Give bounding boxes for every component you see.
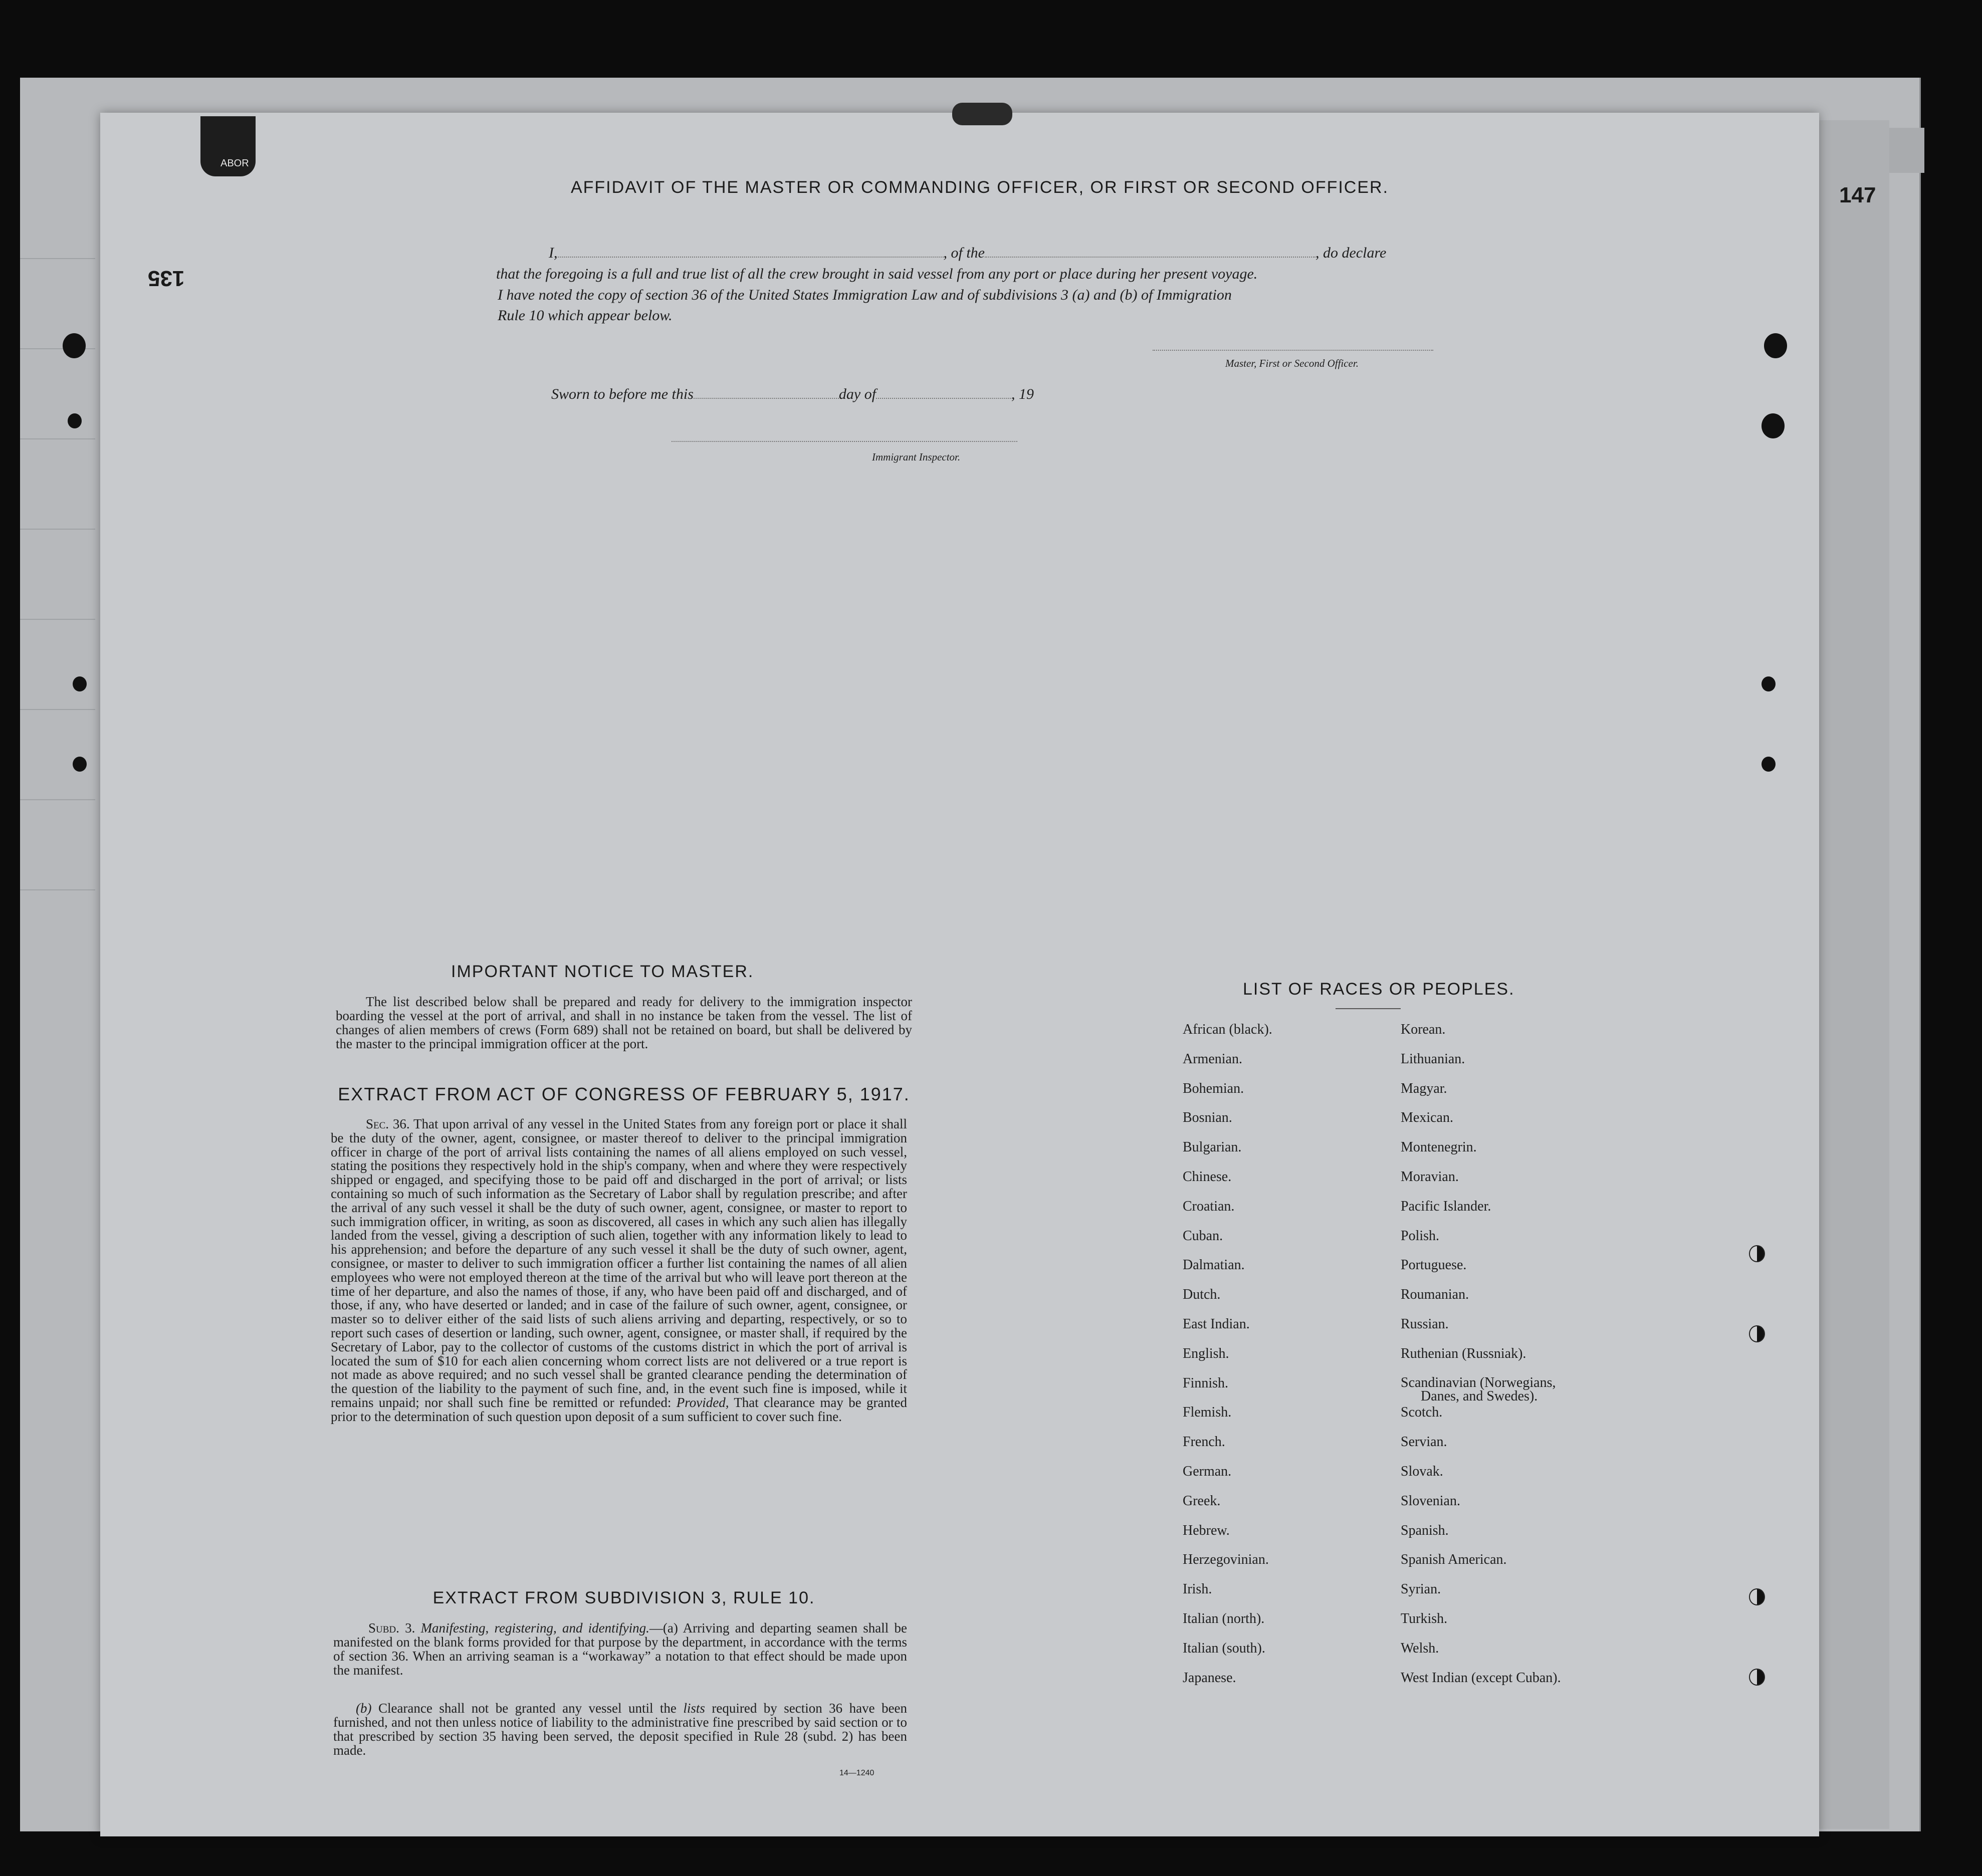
binder-hole	[1761, 757, 1776, 772]
document-page	[100, 113, 1819, 1836]
subdivision-3a-text	[333, 1621, 907, 1677]
right-edge-strip	[1819, 120, 1889, 1829]
race-item: Welsh.	[1401, 1640, 1439, 1656]
signature-caption: Master, First or Second Officer.	[1225, 357, 1359, 369]
binder-hole	[68, 413, 82, 428]
race-item: Pacific Islander.	[1401, 1198, 1491, 1214]
ledger-rule	[20, 799, 95, 800]
race-item: Croatian.	[1183, 1198, 1235, 1214]
para-a-text: Arriving and departing seamen shall be manifested on the blank forms provided for that purpose by the department, in accordance with the terms of section 36. When an arriving seaman is a “workaway” a notation to that effect should be made upon the manifest.	[333, 1620, 907, 1678]
extract-act-title: EXTRACT FROM ACT OF CONGRESS OF FEBRUARY 5, 1917.	[338, 1084, 910, 1104]
ledger-rule	[20, 889, 95, 890]
para-a-marker: —(a)	[649, 1620, 678, 1635]
race-item-text: Scandinavian (Norwegians,	[1401, 1374, 1556, 1390]
ledger-rule	[20, 619, 95, 620]
signature-blank	[1153, 350, 1433, 351]
race-item: Flemish.	[1183, 1404, 1232, 1421]
races-title: LIST OF RACES OR PEOPLES.	[1243, 980, 1515, 999]
inspector-caption: Immigrant Inspector.	[872, 451, 961, 463]
race-item: French.	[1183, 1434, 1225, 1450]
back-page-number: 135	[148, 266, 185, 291]
vessel-blank	[985, 257, 1315, 258]
race-item: English.	[1183, 1345, 1229, 1361]
race-item: Portuguese.	[1401, 1257, 1467, 1273]
day-of-label: day of	[838, 386, 876, 402]
name-blank	[558, 257, 944, 258]
ledger-rule	[20, 258, 95, 259]
races-column-1	[1183, 1022, 1272, 1700]
section-36-body-end: That clearance may be granted prior to the determination of such question upon deposit of a sum sufficient to cover such fine.	[331, 1394, 907, 1424]
races-column-2	[1401, 1022, 1561, 1700]
section-label: Sec. 36.	[366, 1116, 410, 1131]
race-item: Spanish American.	[1401, 1552, 1507, 1568]
race-item: Slovak.	[1401, 1463, 1443, 1479]
race-item: Slovenian.	[1401, 1493, 1460, 1509]
race-item: Herzegovinian.	[1183, 1552, 1269, 1568]
para-b-text-1: Clearance shall not be granted any vessel until the	[378, 1701, 677, 1716]
races-title-rule	[1336, 1008, 1401, 1009]
ledger-rule	[20, 438, 95, 439]
race-item: Bulgarian.	[1183, 1139, 1242, 1155]
race-item: Servian.	[1401, 1434, 1447, 1450]
notice-body: The list described below shall be prepared and ready for delivery to the immigration inspector boarding the vessel at the port of arrival, and shall in no instance be taken from the vessel. The list of changes of alien members of crews (Form 689) shall not be retained on board, but shall be delivered by the master to the principal immigration officer at the port.	[336, 994, 912, 1051]
binder-hole	[1764, 333, 1787, 358]
race-item: Korean.	[1401, 1022, 1446, 1037]
race-item: Polish.	[1401, 1228, 1440, 1244]
section-36-body: That upon arrival of any vessel in the United States from any foreign port or place it shall be the duty of the owner, agent, consignee, or master thereof to deliver to the principal immigration officer in charge of the port of arrival lists containing the names of all aliens employed on such vessel, stating the positions they respectively hold in the ship's company, when and where they were respectively shipped or engaged, and specifying those to be paid off and discharged in the port of arrival; or lists containing so much of such information as the Secretary of Labor shall by regulation prescribe; and after the arrival of any such vessel it shall be the duty of such owner, agent, consignee, or master to report to such immigration officer, in writing, as soon as discovered, all cases in which any such alien has illegally landed from the vessel, giving a description of such alien, together with any information likely to lead to his apprehension; and before the departure of any such vessel it shall be the duty of such owner, agent, consignee, or master to deliver to such immigration officer a further list containing the names of all alien employees who were not employed thereon at the time of the arrival but who will leave port thereon at the time of her departure, and also the names of those, if any, who have been paid off and discharged, and of those, if any, who have deserted or landed; and in case of the failure of such owner, agent, consignee, or master so to deliver either of the said lists of such aliens arriving and departing, respectively, or so to report such cases of desertion or landing, such owner, agent, consignee, or master shall, if required by the Secretary of Labor, pay to the collector of customs of the customs district in which the port of arrival is located the sum of $10 for each alien concerning whom correct lists are not delivered or a true report is not made as above required; and no such vessel shall be granted clearance pending the determination of the question of the liability to the payment of such fine, and, in the event such fine is imposed, while it remains unpaid; nor shall such fine be remitted or refunded:	[331, 1116, 907, 1410]
para-b-marker: (b)	[356, 1701, 372, 1716]
race-item: Bohemian.	[1183, 1080, 1244, 1096]
race-item: Moravian.	[1401, 1168, 1459, 1185]
tab-label: ABOR	[221, 158, 249, 169]
race-item: Scotch.	[1401, 1404, 1443, 1421]
binder-hole	[1761, 676, 1776, 691]
race-item: Mexican.	[1401, 1110, 1453, 1126]
race-item: Italian (south).	[1183, 1640, 1265, 1656]
race-item: Montenegrin.	[1401, 1139, 1477, 1155]
race-item: Magyar.	[1401, 1080, 1447, 1096]
para-b-text-2: required by section 36 have been furnished, and not then unless notice of liability to the administrative fine prescribed by said section or to that prescribed by section 35 having been served, the deposit specified in Rule 28 (subd. 2) has been made.	[333, 1701, 908, 1758]
race-item: Bosnian.	[1183, 1110, 1232, 1126]
race-item: Japanese.	[1183, 1670, 1236, 1686]
race-item: Spanish.	[1401, 1522, 1449, 1538]
affidavit-line-3: I have noted the copy of section 36 of the United States Immigration Law and of subdivisions 3 (a) and (b) of Immigration	[498, 287, 1232, 303]
inspector-signature-blank	[672, 441, 1017, 442]
binder-hole	[1749, 1325, 1765, 1342]
race-item: Chinese.	[1183, 1168, 1232, 1185]
subdivision-heading: Manifesting, registering, and identifying.	[420, 1620, 649, 1635]
race-item-continuation: Danes, and Swedes).	[1421, 1388, 1538, 1404]
race-item: Lithuanian.	[1401, 1051, 1465, 1067]
race-item: Finnish.	[1183, 1375, 1229, 1391]
binder-hole	[1749, 1245, 1765, 1262]
ledger-rule	[20, 709, 95, 710]
race-item: African (black).	[1183, 1022, 1272, 1037]
binder-hole	[63, 333, 86, 358]
race-item: East Indian.	[1183, 1316, 1250, 1332]
binder-hole	[73, 676, 87, 691]
race-item	[1401, 1376, 1561, 1405]
form-code: 14—1240	[839, 1769, 874, 1777]
affidavit-line-4: Rule 10 which appear below.	[498, 307, 673, 324]
sworn-line	[551, 386, 1034, 403]
affidavit-title: AFFIDAVIT OF THE MASTER OR COMMANDING OFFICER, OR FIRST OR SECOND OFFICER.	[570, 178, 1389, 197]
subdivision-3b-text	[333, 1701, 907, 1757]
affidavit-line-1	[549, 245, 1386, 262]
binder-hole	[73, 757, 87, 772]
section-36-text	[331, 1117, 907, 1424]
binder-hole	[1749, 1588, 1765, 1605]
race-item: West Indian (except Cuban).	[1401, 1670, 1561, 1686]
race-item: Irish.	[1183, 1581, 1212, 1597]
ledger-rule	[20, 529, 95, 530]
of-the-label: , of the	[943, 245, 985, 261]
binder-hole	[1761, 413, 1785, 438]
subdivision-label: Subd. 3.	[368, 1620, 415, 1635]
year-label: , 19	[1011, 386, 1034, 402]
race-item: Dalmatian.	[1183, 1257, 1245, 1273]
race-item: Turkish.	[1401, 1610, 1448, 1626]
race-item: Dutch.	[1183, 1287, 1221, 1303]
extract-rule-title: EXTRACT FROM SUBDIVISION 3, RULE 10.	[432, 1588, 815, 1607]
race-item: Greek.	[1183, 1493, 1221, 1509]
page-number: 147	[1839, 183, 1876, 207]
affidavit-line-2: that the foregoing is a full and true list of all the crew brought in said vessel from any port or place during her present voyage.	[496, 266, 1258, 282]
race-item: Roumanian.	[1401, 1287, 1469, 1303]
para-b-lists: lists	[683, 1701, 705, 1716]
race-item: Syrian.	[1401, 1581, 1441, 1597]
sworn-label: Sworn to before me this	[551, 386, 694, 402]
race-item: Hebrew.	[1183, 1522, 1230, 1538]
race-item: Cuban.	[1183, 1228, 1223, 1244]
race-item: German.	[1183, 1463, 1232, 1479]
i-label: I,	[549, 245, 558, 261]
month-blank	[876, 398, 1011, 399]
paper-clip	[952, 103, 1012, 125]
race-item: Russian.	[1401, 1316, 1449, 1332]
race-item: Armenian.	[1183, 1051, 1242, 1067]
notice-title: IMPORTANT NOTICE TO MASTER.	[451, 962, 754, 981]
binder-hole	[1749, 1669, 1765, 1686]
day-blank	[694, 398, 839, 399]
provided-label: Provided,	[676, 1394, 729, 1410]
race-item: Ruthenian (Russniak).	[1401, 1345, 1526, 1361]
do-declare-label: , do declare	[1315, 245, 1387, 261]
race-item: Italian (north).	[1183, 1610, 1265, 1626]
